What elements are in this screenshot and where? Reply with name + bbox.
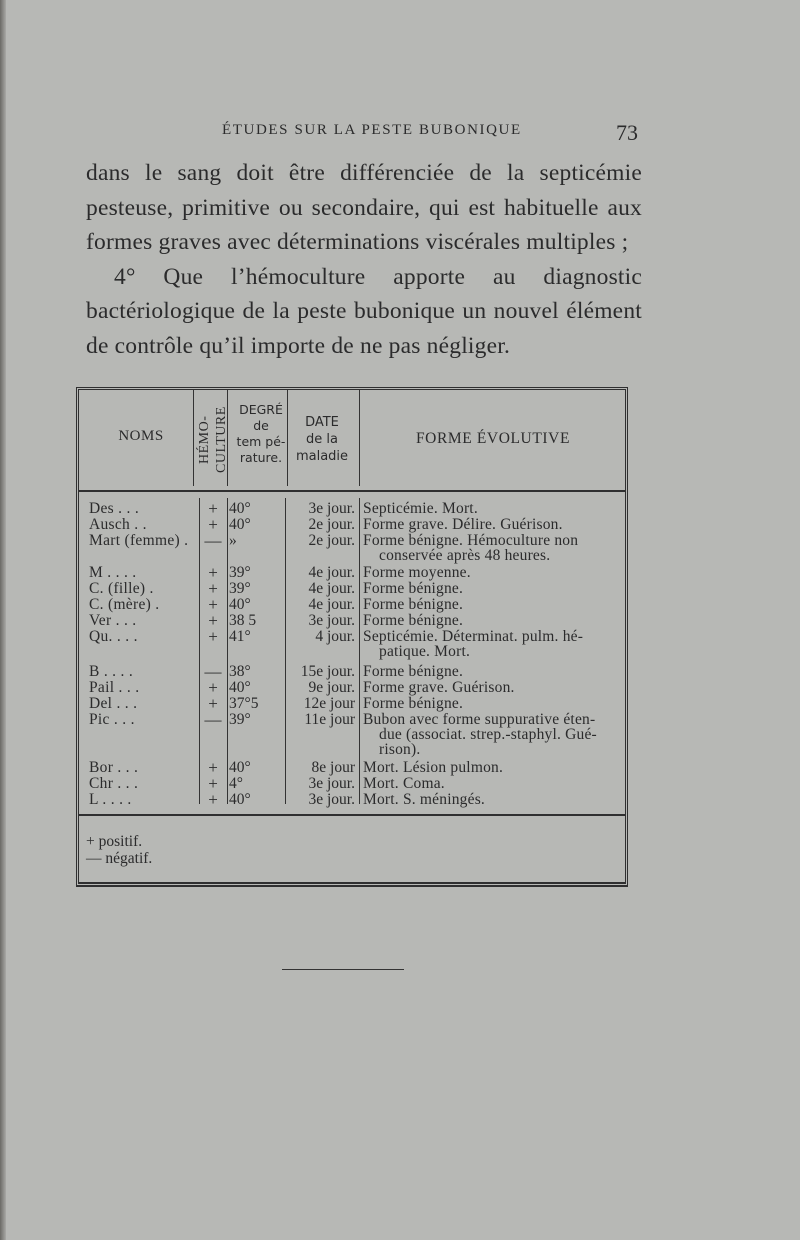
- table-bottom-rule: [79, 814, 625, 816]
- header-degre: DEGRÉ de tem pé- rature.: [236, 402, 286, 465]
- page-number: 73: [616, 120, 638, 145]
- column-divider: [359, 390, 360, 486]
- column-divider: [193, 390, 194, 486]
- header-hemoculture: HÉMO-CULTURE: [197, 406, 229, 474]
- table-legend: [86, 833, 152, 867]
- column-divider: [287, 390, 288, 486]
- column-divider: [199, 498, 200, 804]
- header-rule: [79, 490, 625, 492]
- column-divider: [359, 498, 360, 804]
- running-title: ÉTUDES SUR LA PESTE BUBONIQUE: [222, 122, 522, 138]
- header-noms: NOMS: [118, 428, 164, 444]
- legend-positive: + positif.: [86, 833, 143, 850]
- header-forme: FORME ÉVOLUTIVE: [415, 430, 571, 447]
- legend-negative: — négatif.: [86, 850, 153, 867]
- paragraph-1: dans le sang doit être différenciée de la septicémie pesteuse, primitive ou secondaire, qui est habituelle aux formes graves avec déterminations viscérales multiples ;: [86, 160, 642, 255]
- end-rule: [282, 969, 404, 970]
- column-divider: [227, 498, 228, 804]
- header-date: DATE de la maladie: [295, 415, 349, 464]
- paragraph-2: 4° Que l’hémoculture apporte au diagnostic bactériologique de la peste bubonique un nouvel élément de contrôle qu’il importe de ne pas négliger.: [86, 263, 642, 359]
- page-edge: [0, 0, 6, 1240]
- results-table: NOMS HÉMO-CULTURE DEGRÉ de tem pé- rature. DATE de la maladie FORME ÉVOLUTIVE Des . . . + 40° 3e jour. Septicémie. Mort. Ausch . . + 40° 2e jour. Forme grave. Délire. Guérison. Mart (femme) . — » 2e jour. Forme bénigne. Hémoculture non conservée après 48 heures. M . . . . + 39° 4e jour. Forme moyenne. C. (fille) . + 39° 4e jour. Forme bénigne. C. (mère) . + 40° 4e jour. Forme bénigne. Ver . . . + 38 5 3e jour. Forme bénigne. Qu. . . . + 41° 4 jour. Septicémie. Déterminat. pulm. hé- patique. Mort. B . . . . — 38° 15e jour. Forme bénigne. Pail . . . + 40° 9e jour. Forme grave. Guérison. Del . . . + 37°5 12e jour Forme bénigne. Pic . . . — 39° 11e jour Bubon avec forme suppurative éten- due (associat. strep.-staphyl. Gué- rison). Bor . . . + 40° 8e jour Mort. Lésion pulmon. Chr . . . + 4° 3e jour. Mort. Coma. L . . . . + 40° 3e jour. Mort. S. méningés.: [76, 387, 628, 887]
- running-head: [0, 120, 800, 150]
- body-text: [86, 156, 642, 363]
- column-divider: [285, 498, 286, 804]
- column-divider: [227, 390, 228, 486]
